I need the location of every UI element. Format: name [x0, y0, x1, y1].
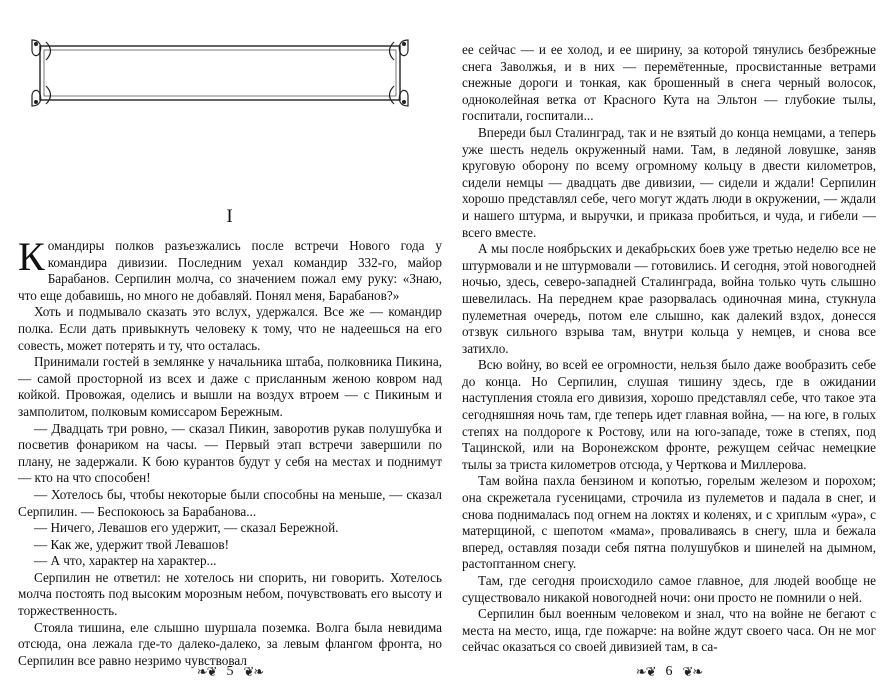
paragraph: А мы после ноябрьских и декабрьских боев уже третью неделю все не штурмовали и не штурмовали — готовились. И сегодня, этой новогодней ночью, здесь, северо-западней Сталинграда, война только чуть слышно шевелилась. На переднем крае разорвалась одиночная мина, стукнула пулеметная очередь, потом еле слышно, как далекий вздох, донесся отзвук сильного взрыва там, внутри кольца у немцев, и снова все затихло. — [462, 241, 876, 356]
page-number: 5 — [226, 664, 234, 679]
paragraph: Там, где сегодня происходило самое главное, для людей вообще не существовало никакой новогодней ночи: они просто не помнили о ней. — [462, 573, 876, 605]
paragraph: Серпилин не ответил: не хотелось ни спорить, ни говорить. Хотелось молча постоять под высоким морозным небом, почувствовать его высоту и торжественность. — [18, 569, 442, 619]
ornament-icon: ❧❦ — [635, 664, 656, 679]
paragraph: ее сейчас — и ее холод, и ее ширину, за которой тянулись безбрежные снега Заволжья, и в них — перемётенные, просвистанные ветрами снежные дороги и тонкая, как брошенный в снега черный волосок, одноколейная ветка от Красного Кута на Эльтон — глубокие тылы, госпитали, госпитали... — [462, 42, 876, 124]
paragraph: Командиры полков разъезжались после встречи Нового года у командира дивизии. Последним уехал командир 332-го, майор Барабанов. Серпилин молча, со значением пожал ему руку: «Знаю, что еще добавишь, но много не добавляй. Понял меня, Барабанов?» — [18, 234, 442, 303]
page-footer — [18, 664, 442, 680]
left-page — [18, 0, 442, 698]
paragraph: Там война пахла бензином и копотью, горелым железом и порохом; она скрежетала гусеницами, строчила из пулеметов и падала в снег, и снова поднималась под огнем на локтях и коленях, и с хриплым «ура», с матерщиной, с шепотом «мама», проваливаясь в снегу, шла и бежала вперед, оставляя позади себя пятна полушубков и шинелей на дымном, растоптанном снегу. — [462, 473, 876, 572]
decorative-frame — [30, 38, 410, 108]
paragraph: — Ничего, Левашов его удержит, — сказал Бережной. — [34, 520, 339, 536]
paragraph: Принимали гостей в землянке у начальника штаба, полковника Пикина, — самой просторной из всех и даже с присланным женою ковром над койкой. Провожая, оделись и вышли на воздух втроем — с Пикиным и замполитом, полковым комиссаром Бережным. — [18, 354, 442, 419]
paragraph: Впереди был Сталинград, так и не взятый до конца немцами, а теперь уже шесть недель окруженный нами. Там, в ледяной ловушке, заняв круговую оборону по всему огромному кольцу в двести километров, сидели немцы — двадцать две дивизии, — сидели и ждали! Серпилин хорошо представлял себе, чего могут ждать люди в окружении, — ждали и нашего штурма, и выручки, и приказа пробиться, и чуда, и гибели — всего вместе. — [462, 124, 876, 240]
paragraph: Серпилин был военным человеком и знал, что на войне не бегают с места на место, ища, где пожарче: на войне ждут своего часа. Он не мог сейчас оказаться со своей дивизией там, в са- — [462, 606, 876, 655]
ornament-icon: ❦❧ — [243, 664, 264, 679]
ornament-icon: ❦❧ — [682, 664, 703, 679]
paragraph: — Хотелось бы, чтобы некоторые были способны на меньше, — сказал Серпилин. — Беспокоюсь за Барабанова... — [18, 486, 442, 519]
page-number: 6 — [665, 664, 673, 679]
page-footer — [462, 664, 876, 680]
paragraph: Хоть и подмывало сказать это вслух, удержался. Все же — командир полка. Если дать привыкнуть человеку к тому, что не надеешься на его совесть, может потерять и ту, что осталась. — [18, 304, 442, 353]
paragraph: — Как же, удержит твой Левашов! — [34, 536, 230, 552]
left-page-text — [18, 234, 442, 669]
drop-cap: К — [18, 234, 45, 279]
paragraph: — А что, характер на характер... — [34, 553, 217, 569]
paragraph: — Двадцать три ровно, — сказал Пикин, заворотив рукав полушубка и посветив фонариком на часы. — Первый этап встречи завершили по плану, не задержали. К бою курантов будут у себя на местах и поднимут — кто на что способен! — [18, 420, 442, 486]
right-page — [462, 0, 876, 698]
ornament-icon: ❧❦ — [196, 664, 217, 679]
paragraph: Стояла тишина, еле слышно шуршала поземка. Волга была невидима отсюда, она лежала где-то далеко-далеко, за левым флангом фронта, но Серпилин все равно незримо чувствовал — [18, 619, 442, 668]
chapter-number: I — [226, 206, 234, 227]
right-page-text — [462, 42, 876, 656]
paragraph: Всю войну, во всей ее огромности, нельзя было даже вообразить себе до конца. Но Серпилин, слушая тишину здесь, где в ожидании наступления стояла его дивизия, хорошо представлял себе, что такое эта сегодняшняя ночь там, где теперь идет главная война, — на юге, в голых степях на полдороге к Ростову, или на юго-западе, тоже в степях, под Тацинской, или на Воронежском фронте, режущем сейчас немецкие тылы за триста километров отсюда, у Черткова и Миллерова. — [462, 357, 876, 472]
